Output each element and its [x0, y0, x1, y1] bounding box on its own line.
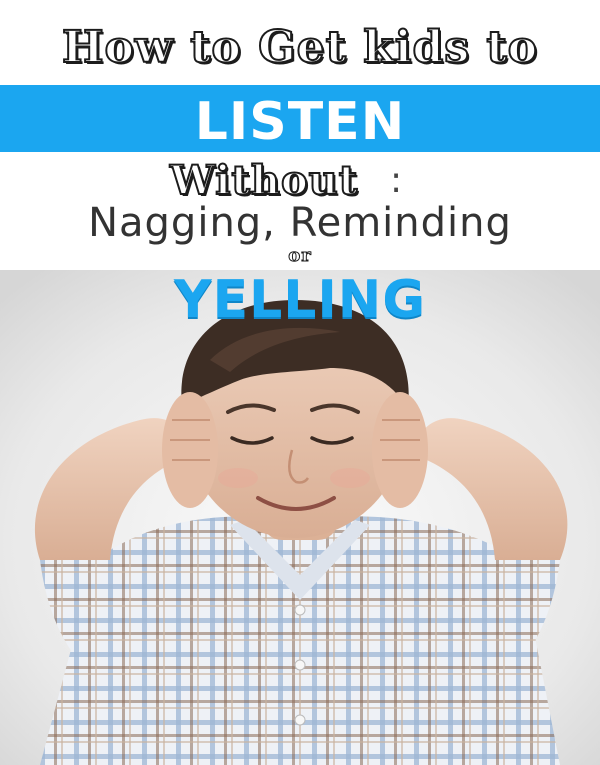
- nagging-reminding-text: Nagging, Reminding: [88, 200, 512, 246]
- headline: How to Get kids to: [61, 22, 539, 73]
- yelling-title: YELLING: [174, 270, 426, 330]
- without-colon: :: [390, 160, 403, 201]
- listen-title: LISTEN: [194, 92, 406, 152]
- or-text: or: [288, 245, 312, 266]
- without-text: Without: [170, 157, 359, 204]
